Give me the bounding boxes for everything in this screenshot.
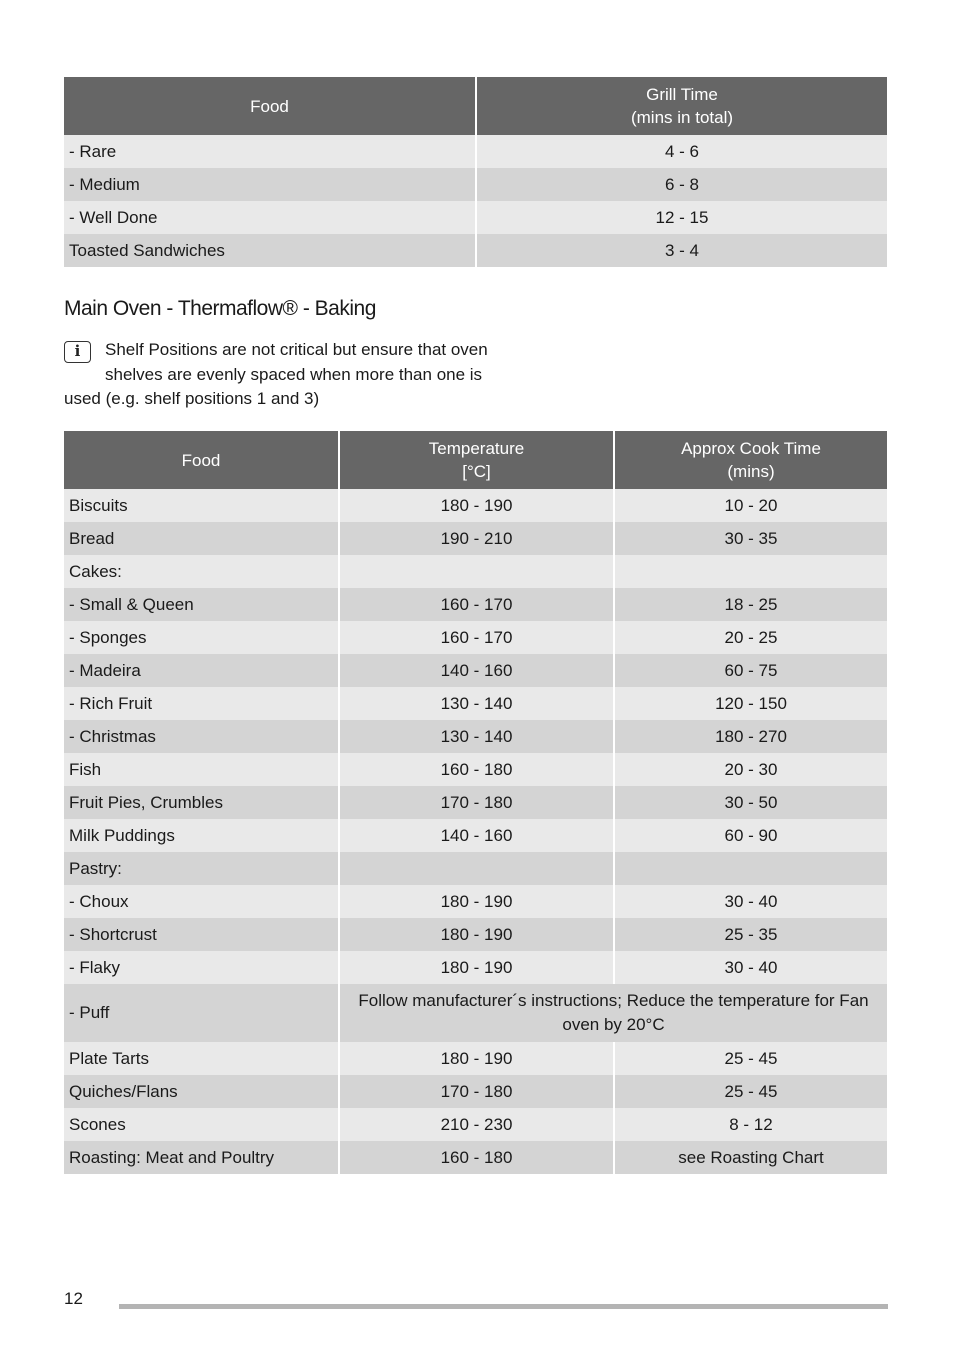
table-cell-value: 180 - 190 bbox=[338, 489, 613, 522]
table-row bbox=[64, 687, 887, 720]
table-cell-value: 160 - 170 bbox=[338, 621, 613, 654]
grill-time-table bbox=[64, 77, 887, 267]
footer-rule bbox=[119, 1304, 888, 1309]
table-cell-food: Quiches/Flans bbox=[64, 1075, 338, 1108]
table-cell-value bbox=[338, 852, 613, 885]
table-cell-food: - Puff bbox=[64, 984, 338, 1042]
table-cell-food: - Shortcrust bbox=[64, 918, 338, 951]
table-cell-food: Toasted Sandwiches bbox=[64, 234, 475, 267]
table-cell-food: Fish bbox=[64, 753, 338, 786]
info-note-line: shelves are evenly spaced when more than one is bbox=[105, 365, 483, 384]
table-cell-value: see Roasting Chart bbox=[613, 1141, 887, 1174]
column-header-grill-time bbox=[475, 77, 887, 135]
table-cell-food: - Flaky bbox=[64, 951, 338, 984]
table-row bbox=[64, 168, 887, 201]
table-row bbox=[64, 753, 887, 786]
table-cell-value: 160 - 180 bbox=[338, 1141, 613, 1174]
table-cell-value: 18 - 25 bbox=[613, 588, 887, 621]
table-cell-value: 180 - 190 bbox=[338, 951, 613, 984]
table-row bbox=[64, 522, 887, 555]
table-cell-value: 6 - 8 bbox=[475, 168, 887, 201]
header-text: Food bbox=[181, 450, 221, 470]
column-header-cook-time bbox=[613, 431, 887, 489]
table-row bbox=[64, 918, 887, 951]
table-row bbox=[64, 489, 887, 522]
table-cell-value: 25 - 45 bbox=[613, 1042, 887, 1075]
table-cell-value: 30 - 35 bbox=[613, 522, 887, 555]
table-row bbox=[64, 852, 887, 885]
table-cell-value: Follow manufacturer´s instructions; Reduce the temperature for Fan oven by 20°C bbox=[338, 984, 887, 1042]
table-row bbox=[64, 819, 887, 852]
table-cell-value: 30 - 50 bbox=[613, 786, 887, 819]
table-cell-value: 180 - 270 bbox=[613, 720, 887, 753]
table-cell-food: - Rich Fruit bbox=[64, 687, 338, 720]
table-cell-value: 180 - 190 bbox=[338, 885, 613, 918]
table-cell-value: 4 - 6 bbox=[475, 135, 887, 168]
baking-table bbox=[64, 431, 887, 1174]
table-cell-food: - Sponges bbox=[64, 621, 338, 654]
table-cell-food: - Rare bbox=[64, 135, 475, 168]
table-cell-food: - Well Done bbox=[64, 201, 475, 234]
table-cell-value: 170 - 180 bbox=[338, 1075, 613, 1108]
table-cell-value: 3 - 4 bbox=[475, 234, 887, 267]
table-cell-food: - Choux bbox=[64, 885, 338, 918]
table-row bbox=[64, 720, 887, 753]
table-cell-food: - Madeira bbox=[64, 654, 338, 687]
table-cell-food: Pastry: bbox=[64, 852, 338, 885]
table-row bbox=[64, 654, 887, 687]
table-row bbox=[64, 588, 887, 621]
table-cell-food: Cakes: bbox=[64, 555, 338, 588]
info-note-line: used (e.g. shelf positions 1 and 3) bbox=[64, 389, 320, 408]
table-cell-food: Roasting: Meat and Poultry bbox=[64, 1141, 338, 1174]
table-cell-value: 120 - 150 bbox=[613, 687, 887, 720]
table-header-row bbox=[64, 431, 887, 489]
table-cell-value bbox=[613, 852, 887, 885]
table-header-row bbox=[64, 77, 887, 135]
table-row bbox=[64, 984, 887, 1042]
table-cell-value: 160 - 170 bbox=[338, 588, 613, 621]
table-cell-food: Scones bbox=[64, 1108, 338, 1141]
table-row bbox=[64, 555, 887, 588]
table-row bbox=[64, 1108, 887, 1141]
table-row bbox=[64, 1042, 887, 1075]
table-cell-value: 30 - 40 bbox=[613, 885, 887, 918]
info-icon: i bbox=[64, 341, 91, 363]
table-cell-value: 130 - 140 bbox=[338, 687, 613, 720]
table-cell-value: 10 - 20 bbox=[613, 489, 887, 522]
table-row bbox=[64, 621, 887, 654]
table-cell-value: 60 - 75 bbox=[613, 654, 887, 687]
header-text: Grill Time (mins in total) bbox=[630, 85, 734, 127]
column-header-food bbox=[64, 77, 475, 135]
table-row bbox=[64, 234, 887, 267]
table-cell-value: 180 - 190 bbox=[338, 1042, 613, 1075]
table-cell-value: 60 - 90 bbox=[613, 819, 887, 852]
table-cell-value: 30 - 40 bbox=[613, 951, 887, 984]
table-cell-value: 20 - 25 bbox=[613, 621, 887, 654]
table-cell-value: 25 - 45 bbox=[613, 1075, 887, 1108]
table-cell-value: 8 - 12 bbox=[613, 1108, 887, 1141]
table-row bbox=[64, 135, 887, 168]
table-cell-food: Plate Tarts bbox=[64, 1042, 338, 1075]
header-text: Food bbox=[250, 96, 289, 116]
table-cell-value: 210 - 230 bbox=[338, 1108, 613, 1141]
table-cell-value: 20 - 30 bbox=[613, 753, 887, 786]
column-header-temperature bbox=[338, 431, 613, 489]
table-cell-value: 130 - 140 bbox=[338, 720, 613, 753]
table-cell-value bbox=[338, 555, 613, 588]
table-cell-value: 180 - 190 bbox=[338, 918, 613, 951]
table-cell-value bbox=[613, 555, 887, 588]
info-note-line: Shelf Positions are not critical but ensure that oven bbox=[105, 340, 488, 359]
table-cell-value: 140 - 160 bbox=[338, 654, 613, 687]
table-cell-value: 12 - 15 bbox=[475, 201, 887, 234]
table-cell-value: 140 - 160 bbox=[338, 819, 613, 852]
section-title: Main Oven - Thermaflow® - Baking bbox=[64, 297, 376, 320]
table-row bbox=[64, 1075, 887, 1108]
header-text: Approx Cook Time (mins) bbox=[681, 439, 821, 481]
table-row bbox=[64, 786, 887, 819]
table-cell-food: Bread bbox=[64, 522, 338, 555]
table-row bbox=[64, 1141, 887, 1174]
table-cell-food: Biscuits bbox=[64, 489, 338, 522]
table-cell-food: - Small & Queen bbox=[64, 588, 338, 621]
table-cell-value: 25 - 35 bbox=[613, 918, 887, 951]
table-cell-value: 160 - 180 bbox=[338, 753, 613, 786]
header-text: Temperature [°C] bbox=[428, 439, 525, 481]
column-header-food bbox=[64, 431, 338, 489]
table-row bbox=[64, 201, 887, 234]
table-cell-value: 170 - 180 bbox=[338, 786, 613, 819]
table-row bbox=[64, 885, 887, 918]
table-cell-food: - Medium bbox=[64, 168, 475, 201]
page-number: 12 bbox=[64, 1289, 83, 1308]
table-cell-food: Fruit Pies, Crumbles bbox=[64, 786, 338, 819]
table-row bbox=[64, 951, 887, 984]
table-cell-food: Milk Puddings bbox=[64, 819, 338, 852]
table-cell-value: 190 - 210 bbox=[338, 522, 613, 555]
table-cell-food: - Christmas bbox=[64, 720, 338, 753]
